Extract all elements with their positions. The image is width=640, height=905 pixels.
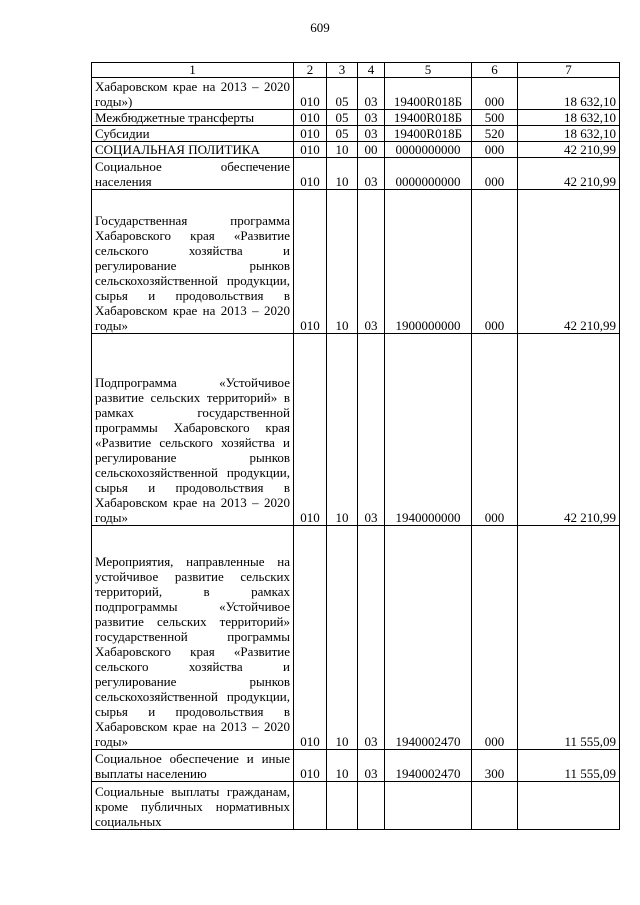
cell-amount: 18 632,10	[518, 78, 620, 110]
cell-code-6: 500	[472, 110, 518, 126]
table-row	[92, 526, 620, 750]
cell-code-6: 000	[472, 142, 518, 158]
cell-code-5: 19400R018Б	[385, 126, 472, 142]
cell-amount: 11 555,09	[518, 526, 620, 750]
cell-code-4: 00	[358, 142, 385, 158]
cell-amount: 42 210,99	[518, 334, 620, 526]
cell-amount	[518, 782, 620, 830]
cell-code-4: 03	[358, 750, 385, 782]
cell-code-5: 1940000000	[385, 334, 472, 526]
table-row	[92, 158, 620, 190]
cell-code-6: 520	[472, 126, 518, 142]
row-name: Хабаровском крае на 2013 – 2020 годы»)	[92, 78, 294, 110]
cell-code-2: 010	[294, 126, 327, 142]
table-row	[92, 110, 620, 126]
cell-code-3: 10	[327, 750, 358, 782]
cell-code-2: 010	[294, 142, 327, 158]
cell-code-6	[472, 782, 518, 830]
table-row	[92, 126, 620, 142]
cell-code-6: 300	[472, 750, 518, 782]
cell-code-3: 10	[327, 334, 358, 526]
cell-code-6: 000	[472, 526, 518, 750]
table-row	[92, 334, 620, 526]
cell-amount: 18 632,10	[518, 110, 620, 126]
header-row	[92, 63, 620, 78]
header-col-6: 6	[472, 63, 518, 78]
row-name: Социальное обеспечение и иные выплаты населению	[92, 750, 294, 782]
cell-amount: 11 555,09	[518, 750, 620, 782]
cell-code-3: 10	[327, 526, 358, 750]
cell-code-2: 010	[294, 750, 327, 782]
cell-code-6: 000	[472, 78, 518, 110]
cell-code-3: 05	[327, 78, 358, 110]
cell-code-2: 010	[294, 526, 327, 750]
cell-code-4: 03	[358, 158, 385, 190]
header-col-3: 3	[327, 63, 358, 78]
cell-code-3: 10	[327, 158, 358, 190]
cell-code-2: 010	[294, 190, 327, 334]
header-col-1: 1	[92, 63, 294, 78]
cell-code-4	[358, 782, 385, 830]
cell-code-4: 03	[358, 126, 385, 142]
cell-code-3: 10	[327, 190, 358, 334]
header-col-4: 4	[358, 63, 385, 78]
table-row	[92, 750, 620, 782]
cell-code-6: 000	[472, 190, 518, 334]
cell-code-4: 03	[358, 334, 385, 526]
cell-code-4: 03	[358, 190, 385, 334]
cell-code-2	[294, 782, 327, 830]
row-name: Межбюджетные трансферты	[92, 110, 294, 126]
cell-code-3: 10	[327, 142, 358, 158]
cell-amount: 18 632,10	[518, 126, 620, 142]
cell-code-4: 03	[358, 110, 385, 126]
cell-code-5: 1940002470	[385, 526, 472, 750]
row-name: Мероприятия, направленные на устойчивое развитие сельских территорий, в рамках подпрограммы «Устойчивое развитие сельских территорий» государственной программы Хабаровского края «Развитие сельского хозяйства и регулирование рынков сельскохозяйственной продукции, сырья и продовольствия в Хабаровском крае на 2013 – 2020 годы»	[92, 526, 294, 750]
cell-code-5	[385, 782, 472, 830]
table-row	[92, 78, 620, 110]
cell-code-4: 03	[358, 526, 385, 750]
header-col-2: 2	[294, 63, 327, 78]
cell-code-2: 010	[294, 334, 327, 526]
cell-amount: 42 210,99	[518, 190, 620, 334]
row-name: Государственная программа Хабаровского края «Развитие сельского хозяйства и регулирование рынков сельскохозяйственной продукции, сырья и продовольствия в Хабаровском крае на 2013 – 2020 годы»	[92, 190, 294, 334]
budget-table	[91, 62, 620, 830]
cell-code-5: 1940002470	[385, 750, 472, 782]
cell-code-5: 19400R018Б	[385, 78, 472, 110]
cell-code-3: 05	[327, 126, 358, 142]
row-name: Социальное обеспечение населения	[92, 158, 294, 190]
cell-code-2: 010	[294, 158, 327, 190]
row-name: СОЦИАЛЬНАЯ ПОЛИТИКА	[92, 142, 294, 158]
cell-code-6: 000	[472, 334, 518, 526]
header-col-5: 5	[385, 63, 472, 78]
table-row	[92, 782, 620, 830]
cell-code-2: 010	[294, 110, 327, 126]
cell-code-5: 19400R018Б	[385, 110, 472, 126]
table-row	[92, 142, 620, 158]
row-name: Субсидии	[92, 126, 294, 142]
row-name: Социальные выплаты гражданам, кроме публичных нормативных социальных	[92, 782, 294, 830]
header-col-7: 7	[518, 63, 620, 78]
page-number: 609	[310, 20, 330, 35]
cell-code-4: 03	[358, 78, 385, 110]
cell-code-5: 1900000000	[385, 190, 472, 334]
cell-code-3	[327, 782, 358, 830]
cell-code-5: 0000000000	[385, 142, 472, 158]
cell-code-3: 05	[327, 110, 358, 126]
cell-code-6: 000	[472, 158, 518, 190]
cell-amount: 42 210,99	[518, 158, 620, 190]
table-row	[92, 190, 620, 334]
cell-code-2: 010	[294, 78, 327, 110]
row-name: Подпрограмма «Устойчивое развитие сельских территорий» в рамках государственной программы Хабаровского края «Развитие сельского хозяйства и регулирование рынков сельскохозяйственной продукции, сырья и продовольствия в Хабаровском крае на 2013 – 2020 годы»	[92, 334, 294, 526]
cell-amount: 42 210,99	[518, 142, 620, 158]
cell-code-5: 0000000000	[385, 158, 472, 190]
